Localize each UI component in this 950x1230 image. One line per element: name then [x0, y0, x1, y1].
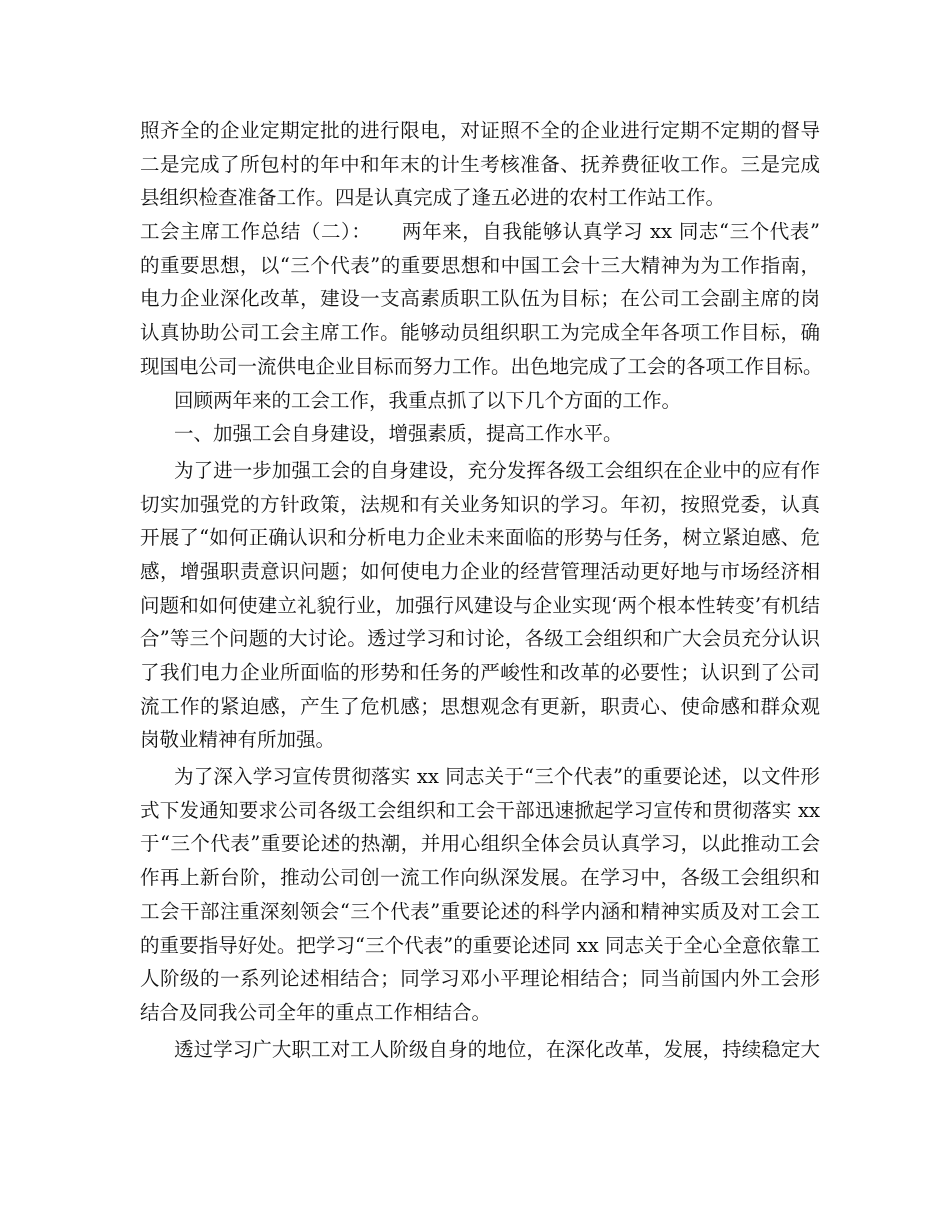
text-line: 电力企业深化改革，建设一支高素质职工队伍为目标；在公司工会副主席的岗 [140, 287, 820, 311]
text-line: 回顾两年来的工会工作，我重点抓了以下几个方面的工作。 [174, 388, 682, 412]
text-line: 结合及同我公司全年的重点工作相结合。 [140, 1000, 492, 1024]
text-line: 二是完成了所包村的年中和年末的计生考核准备、抚养费征收工作。三是完成 [140, 152, 820, 176]
document-page [140, 114, 823, 1066]
text-line: 了我们电力企业所面临的形势和任务的严峻性和改革的必要性；认识到了公司 [140, 661, 820, 684]
text-line: 工会干部注重深刻领会“三个代表”重要论述的科学内涵和精神实质及对工会工 [140, 899, 820, 923]
text-line: 照齐全的企业定期定批的进行限电，对证照不全的企业进行定期不定期的督导 [140, 119, 820, 142]
section-heading-line: 工会主席工作总结（二）： 两年来，自我能够认真学习 xx 同志“三个代表” [140, 220, 820, 244]
text-line: 人阶级的一系列论述相结合；同学习邓小平理论相结合；同当前国内外工会形 [140, 967, 820, 991]
text-line: 于“三个代表”重要论述的热潮，并用心组织全体会员认真学习，以此推动工会 [140, 832, 820, 856]
text-line: 式下发通知要求公司各级工会组织和工会干部迅速掀起学习宣传和贯彻落实 xx [140, 798, 820, 822]
text-line: 透过学习广大职工对工人阶级自身的地位，在深化改革，发展，持续稳定大 [174, 1037, 820, 1061]
text-line: 为了进一步加强工会的自身建设，充分发挥各级工会组织在企业中的应有作 [174, 458, 820, 482]
text-line: 感，增强职责意识问题；如何使电力企业的经营管理活动更好地与市场经济相 [140, 559, 820, 583]
text-line: 县组织检查准备工作。四是认真完成了逢五必进的农村工作站工作。 [140, 186, 726, 210]
text-line: 流工作的紧迫感，产生了危机感；思想观念有更新，职责心、使命感和群众观 [140, 694, 820, 718]
text-line: 为了深入学习宣传贯彻落实 xx 同志关于“三个代表”的重要论述，以文件形 [174, 765, 820, 789]
text-line: 问题和如何使建立礼貌行业，加强行风建设与企业实现‘两个根本性转变’有机结 [140, 593, 820, 617]
text-line: 合”等三个问题的大讨论。透过学习和讨论，各级工会组织和广大会员充分认识 [140, 627, 820, 651]
text-line: 认真协助公司工会主席工作。能够动员组织职工为完成全年各项工作目标，确 [140, 321, 820, 345]
text-line: 切实加强党的方针政策，法规和有关业务知识的学习。年初，按照党委，认真 [140, 492, 820, 516]
text-line: 作再上新台阶，推动公司创一流工作向纵深发展。在学习中，各级工会组织和 [140, 866, 820, 890]
text-line: 的重要思想，以“三个代表”的重要思想和中国工会十三大精神为为工作指南， [140, 253, 820, 277]
text-line: 现国电公司一流供电企业目标而努力工作。出色地完成了工会的各项工作目标。 [140, 354, 823, 378]
text-line: 的重要指导好处。把学习“三个代表”的重要论述同 xx 同志关于全心全意依靠工 [140, 933, 820, 957]
text-line: 开展了“如何正确认识和分析电力企业未来面临的形势与任务，树立紧迫感、危 [140, 526, 820, 550]
subheading-line: 一、加强工会自身建设，增强素质，提高工作水平。 [174, 422, 623, 446]
text-line: 岗敬业精神有所加强。 [140, 728, 336, 752]
